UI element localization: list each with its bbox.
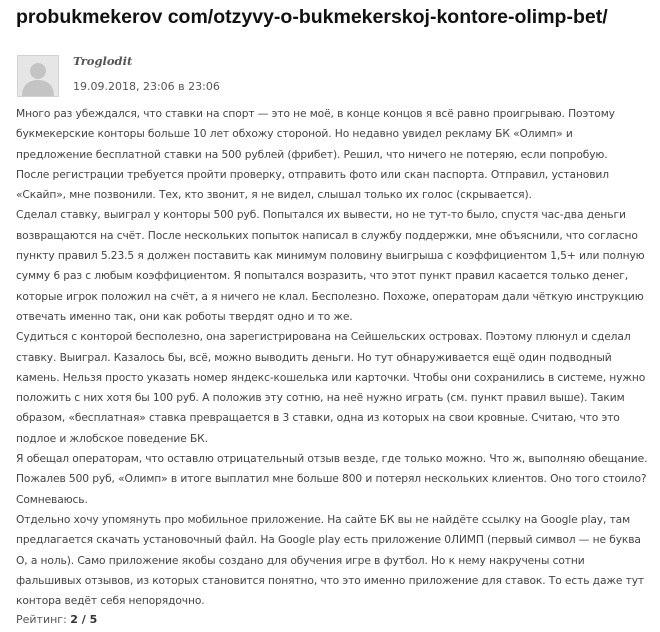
comment-author[interactable]: Troglodit <box>73 54 133 68</box>
default-user-avatar-icon <box>18 56 58 96</box>
page-title: probukmekerov com/otzyvy-o-bukmekerskoj-kontore-olimp-bet/ <box>16 6 608 28</box>
comment-paragraph: Много раз убеждался, что ставки на спорт — это не моё, в конце концов я всё равно проигрываю. Поэтому букмекерские конторы больше 10 лет обхожу стороной. Но недавно увидел рекламу БК «Олимп» и предложение бесплатной ставки на 500 рублей (фрибет). Решил, что ничего не потеряю, если попробую. <box>16 107 615 161</box>
comment-paragraph: Сделал ставку, выиграл у конторы 500 руб. Попытался их вывести, но не тут-то было, спустя час-два деньги возвращаются на счёт. После нескольких попыток написал в службу поддержки, мне объяснили, что согласно пункту правил 5.23.5 я должен поставить как минимум половину выигрыша с коэффициентом 1,5+ или полную сумму 6 раз с любым коэффициентом. Я попытался возразить, что этот пункт правил касается только денег, которые игрок положил на счёт, а я ничего не клал. Бесполезно. Похоже, операторам дали чёткую инструкцию отвечать именно так, они как роботы твердят одно и то же. <box>16 208 645 323</box>
comment-date: 19.09.2018, 23:06 в 23:06 <box>73 80 220 93</box>
comment-body <box>16 104 652 611</box>
rating-value: 2 / 5 <box>70 613 98 626</box>
comment-paragraph: Я обещал операторам, что оставлю отрицательный отзыв везде, где только можно. Что ж, выполняю обещание. Пожалев 500 руб, «Олимп» в итоге выплатил мне больше 800 и потерял нескольких клиентов. Оно того стоило? Сомневаюсь. <box>16 452 648 506</box>
comment-rating <box>16 612 97 628</box>
comment-paragraph: Судиться с конторой бесполезно, она зарегистрирована на Сейшельских островах. Поэтому плюнул и сделал ставку. Выиграл. Казалось бы, всё, можно выводить деньги. Но тут обнаруживается ещё один подводный камень. Нельзя просто указать номер яндекс-кошелька или карточки. Чтобы они сохранились в системе, нужно положить с них хотя бы 100 руб. А положив эту сотню, на неё нужно играть (см. пункт правил выше). Таким образом, «бесплатная» ставка превращается в 3 ставки, одна из которых на свои кровные. Считаю, что это подлое и жлобское поведение БК. <box>16 330 646 445</box>
comment-paragraph: Отдельно хочу упомянуть про мобильное приложение. На сайте БК вы не найдёте ссылку на Google play, там предлагается скачать установочный файл. На Google play есть приложение 0ЛИМП (первый символ — не буква О, а ноль). Само приложение якобы создано для обучения игре в футбол. Но к нему накручены сотни фальшивых отзывов, из которых становится понятно, что это именно приложение для ставок. То есть даже тут контора ведёт себя непорядочно. <box>16 512 645 608</box>
rating-label: Рейтинг: <box>16 613 67 626</box>
avatar <box>17 55 59 97</box>
comment-paragraph: После регистрации требуется пройти проверку, отправить фото или скан паспорта. Отправил, установил «Скайп», мне позвонили. Тех, кто звонит, я не видел, слышал только их голос (скрывается). <box>16 167 609 202</box>
